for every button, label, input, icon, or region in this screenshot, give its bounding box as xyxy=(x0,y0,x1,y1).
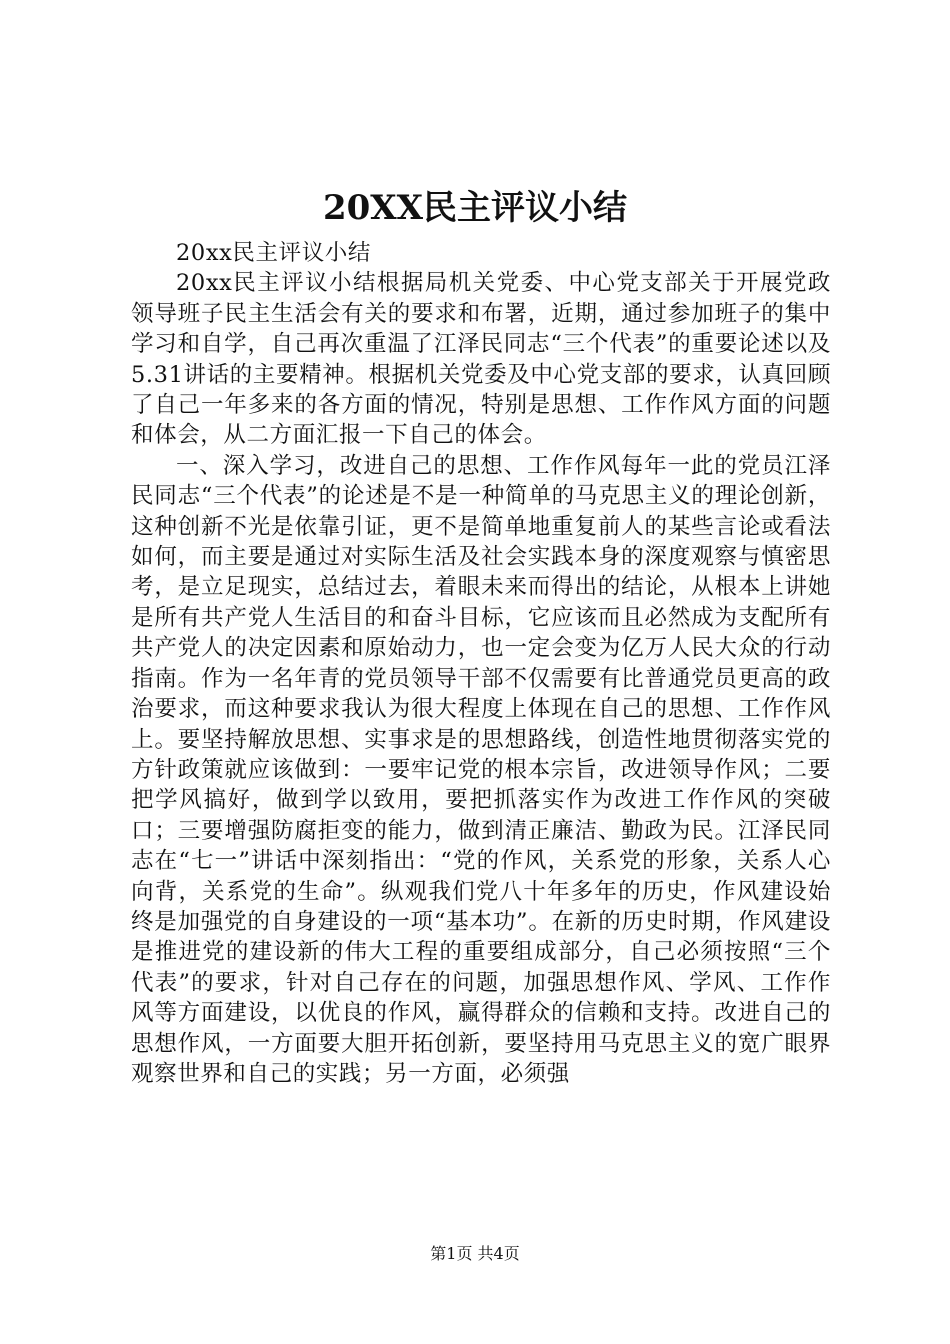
page-footer: 第1页 共4页 xyxy=(430,1244,520,1263)
paragraph-section-one: 一、深入学习，改进自己的思想、工作作风每年一此的党员江泽民同志“三个代表”的论述是不是一种简单的马克思主义的理论创新，这种创新不光是依靠引证，更不是简单地重复前人的某些言论或看法如何，而主要是通过对实际生活及社会实践本身的深度观察与慎密思考，是立足现实，总结过去，着眼未来而得出的结论，从根本上讲她是所有共产党人生活目的和奋斗目标，它应该而且必然成为支配所有共产党人的决定因素和原始动力，也一定会变为亿万人民大众的行动指南。作为一名年青的党员领导干部不仅需要有比普通党员更高的政治要求，而这种要求我认为很大程度上体现在自己的思想、工作作风上。要坚持解放思想、实事求是的思想路线，创造性地贯彻落实党的方针政策就应该做到：一要牢记党的根本宗旨，改进领导作风；二要把学风搞好，做到学以致用，要把抓落实作为改进工作作风的突破口；三要增强防腐拒变的能力，做到清正廉洁、勤政为民。江泽民同志在“七一”讲话中深刻指出：“党的作风，关系党的形象，关系人心向背，关系党的生命”。纵观我们党八十年多年的历史，作风建设始终是加强党的自身建设的一项“基本功”。在新的历史时期，作风建设是推进党的建设新的伟大工程的重要组成部分，自己必须按照“三个代表”的要求，针对自己存在的问题，加强思想作风、学风、工作作风等方面建设，以优良的作风，赢得群众的信赖和支持。改进自己的思想作风，一方面要大胆开拓创新，要坚持用马克思主义的宽广眼界观察世界和自己的实践；另一方面，必须强 xyxy=(131,452,831,1087)
paragraph-subtitle: 20xx民主评议小结 xyxy=(176,240,372,266)
document-body xyxy=(131,238,831,1089)
document-title: 20XX民主评议小结 xyxy=(322,188,628,228)
paragraph-intro: 20xx民主评议小结根据局机关党委、中心党支部关于开展党政领导班子民主生活会有关的要求和布署，近期，通过参加班子的集中学习和自学，自己再次重温了江泽民同志“三个代表”的重要论述以及5.31讲话的主要精神。根据机关党委及中心党支部的要求，认真回顾了自己一年多来的各方面的情况，特别是思想、工作作风方面的问题和体会，从二方面汇报一下自己的体会。 xyxy=(131,270,831,449)
